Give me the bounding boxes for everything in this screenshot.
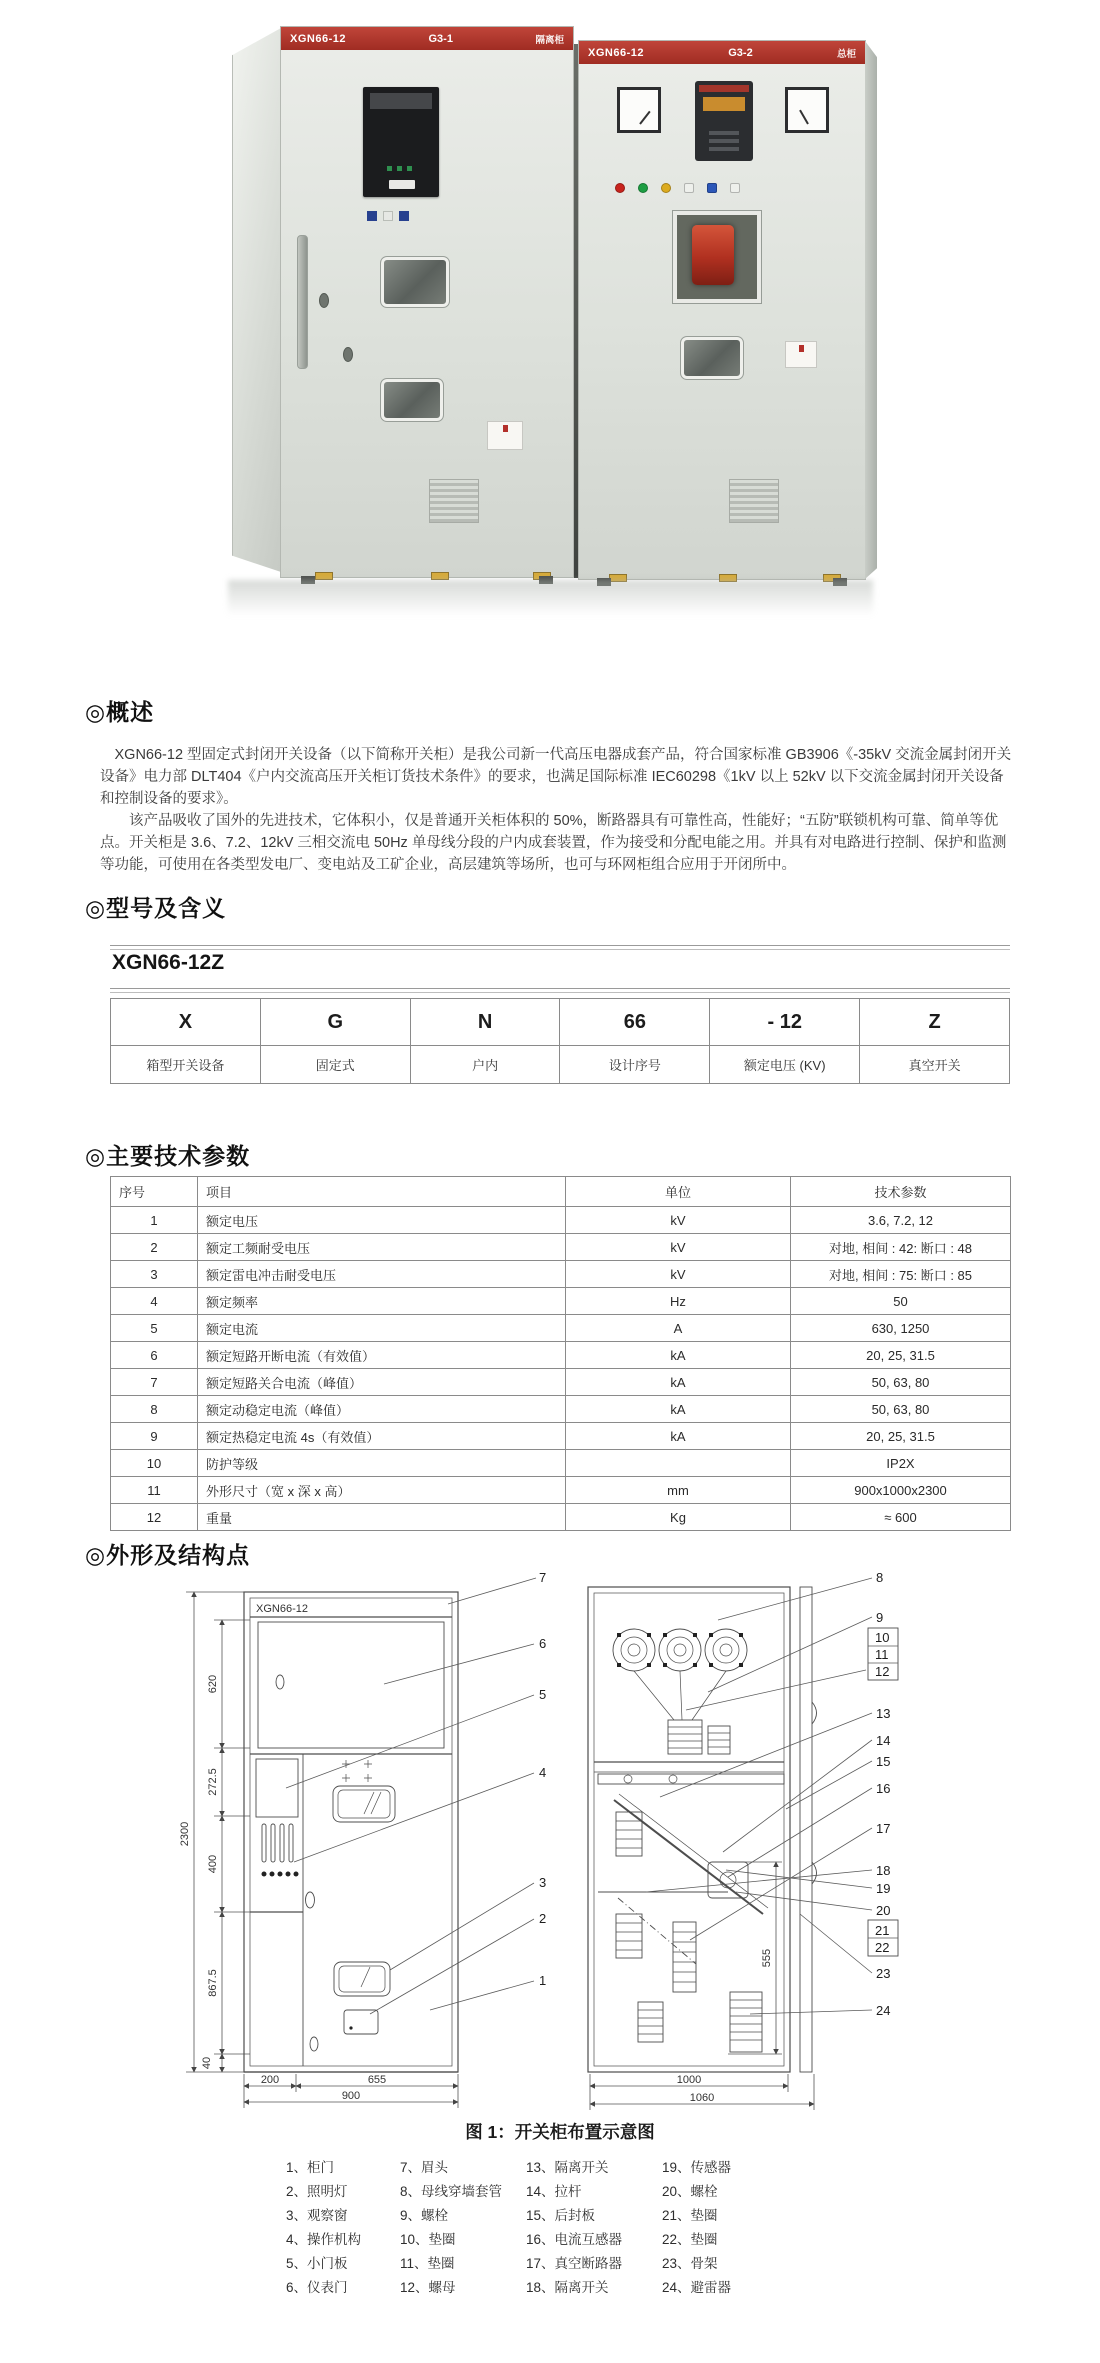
callout-14: 14: [876, 1733, 891, 1748]
param-item: 额定电压: [198, 1207, 566, 1234]
floor-reflection: [228, 580, 873, 616]
legend-item: 22、垫圈: [662, 2232, 718, 2247]
controller-keys: [709, 129, 739, 151]
callout-22: 22: [875, 1940, 890, 1955]
legend-item: 23、骨架: [662, 2256, 718, 2271]
param-row: [111, 1396, 1011, 1423]
params-header-row: [111, 1177, 1011, 1207]
dim-label-655: 655: [367, 2074, 387, 2086]
cabinet-left-nameplate: [281, 27, 573, 50]
dim-label-900: 900: [341, 2090, 361, 2102]
dim-label-1060: 1060: [689, 2092, 715, 2104]
section-heading-overview: ◎概述: [85, 699, 155, 725]
callout-4: 4: [539, 1765, 547, 1780]
param-item: 重量: [198, 1504, 566, 1531]
callout-7: 7: [539, 1570, 547, 1585]
dim-label-total-height: 2300: [179, 1821, 191, 1847]
param-value: ≈ 600: [791, 1504, 1011, 1531]
cabinet-left-type-label: 隔离柜: [535, 34, 564, 46]
legend-item: 9、螺栓: [400, 2208, 449, 2223]
model-code-row: [111, 999, 1010, 1046]
param-item: 外形尺寸（宽 x 深 x 高）: [198, 1477, 566, 1504]
callout-5: 5: [539, 1687, 547, 1702]
model-code-cell: Z: [860, 999, 1010, 1046]
cabinet-right-model-label: XGN66-12: [588, 46, 644, 59]
rule: [110, 988, 1010, 993]
indicator-blue: [399, 211, 409, 221]
param-value: 对地, 相间 : 75: 断口 : 85: [791, 1261, 1011, 1288]
cabinet-right-type-label: 总柜: [836, 48, 856, 60]
param-index: 8: [111, 1396, 198, 1423]
legend-item: 4、操作机构: [286, 2232, 362, 2247]
hinge: [315, 572, 333, 580]
label-plate: [487, 421, 523, 450]
keyhole: [319, 293, 329, 308]
legend-item: 7、眉头: [400, 2160, 449, 2175]
legend-item: 10、垫圈: [400, 2232, 456, 2247]
digital-controller: [695, 81, 753, 161]
callout-1: 1: [539, 1973, 547, 1988]
legend-item: 24、避雷器: [662, 2280, 732, 2295]
dim-label-1000: 1000: [676, 2074, 702, 2086]
observation-window-upper: [381, 257, 449, 307]
dim-label-867-5: 867.5: [207, 1969, 219, 1997]
param-unit: kV: [566, 1207, 791, 1234]
param-index: 2: [111, 1234, 198, 1261]
callout-9: 9: [876, 1610, 884, 1625]
param-unit: [566, 1450, 791, 1477]
legend-item: 13、隔离开关: [526, 2160, 609, 2175]
callout-21: 21: [875, 1923, 890, 1938]
indicator-lamps: [615, 181, 825, 195]
param-row: [111, 1207, 1011, 1234]
relay-display-panel: [363, 87, 439, 197]
relay-indicator-leds: [387, 166, 417, 171]
model-code-cell: X: [111, 999, 261, 1046]
legend-item: 20、螺栓: [662, 2184, 718, 2199]
param-unit: kA: [566, 1369, 791, 1396]
col-header-index: 序号: [111, 1177, 198, 1207]
section-heading-params: ◎主要技术参数: [85, 1143, 251, 1169]
param-item: 额定短路关合电流（峰值）: [198, 1369, 566, 1396]
param-item: 额定动稳定电流（峰值）: [198, 1396, 566, 1423]
param-row: [111, 1504, 1011, 1531]
param-index: 7: [111, 1369, 198, 1396]
param-value: 对地, 相间 : 42: 断口 : 48: [791, 1234, 1011, 1261]
col-header-item: 项目: [198, 1177, 566, 1207]
overview-text: [100, 744, 1018, 876]
param-item: 额定短路开断电流（有效值）: [198, 1342, 566, 1369]
param-unit: kV: [566, 1234, 791, 1261]
param-unit: Kg: [566, 1504, 791, 1531]
controller-header: [699, 85, 749, 92]
dim-label-200: 200: [260, 2074, 280, 2086]
col-header-unit: 单位: [566, 1177, 791, 1207]
overview-paragraph-1: XGN66-12 型固定式封闭开关设备（以下简称开关柜）是我公司新一代高压电器成套产品，符合国家标准 GB3906《-35kV 交流金属封闭开关设备》电力部 DLT404《户内交流高压开关柜订货技术条件》的要求，也满足国际标准 IEC60298《1kV 以上 52kV 以下交流金属封闭开关设备和控制设备的要求》。: [100, 747, 1012, 807]
param-row: [111, 1315, 1011, 1342]
legend-item: 5、小门板: [286, 2256, 348, 2271]
callout-20: 20: [876, 1903, 891, 1918]
model-code-cell: - 12: [710, 999, 860, 1046]
model-meaning-row: [111, 1046, 1010, 1084]
lamp-red: [615, 183, 625, 193]
observation-window-lower: [381, 379, 443, 421]
cabinet-left: [232, 22, 574, 578]
model-meaning-cell: 户内: [410, 1046, 560, 1084]
dim-label-400: 400: [207, 1854, 219, 1874]
param-value: 20, 25, 31.5: [791, 1342, 1011, 1369]
observation-window-lower: [681, 337, 743, 379]
param-value: 50, 63, 80: [791, 1396, 1011, 1423]
param-value: 20, 25, 31.5: [791, 1423, 1011, 1450]
col-header-value: 技术参数: [791, 1177, 1011, 1207]
dim-label-40: 40: [201, 2056, 213, 2070]
param-index: 3: [111, 1261, 198, 1288]
overview-paragraph-2: 该产品吸收了国外的先进技术，它体积小，仅是普通开关柜体积的 50%，断路器具有可靠性高，性能好；“五防”联锁机构可靠、简单等优点。开关柜是 3.6、7.2、12kV 三相交流电 50Hz 单母线分段的户内成套装置，作为接受和分配电能之用。并具有对电路进行控制、保护和监测等功能，可使用在各类型发电厂、变电站及工矿企业，高层建筑等场所，也可与环网柜组合应用于开闭所中。: [100, 813, 1007, 873]
diagram-model-label: XGN66-12: [256, 1603, 308, 1615]
param-row: [111, 1450, 1011, 1477]
param-index: 12: [111, 1504, 198, 1531]
param-unit: A: [566, 1315, 791, 1342]
callout-3: 3: [539, 1875, 547, 1890]
dim-label-555: 555: [761, 1948, 773, 1968]
label-plate-mark: [799, 345, 804, 352]
figure-legend: [286, 2156, 776, 2300]
param-unit: Hz: [566, 1288, 791, 1315]
param-item: 额定热稳定电流 4s（有效值）: [198, 1423, 566, 1450]
callout-18: 18: [876, 1863, 891, 1878]
callout-12: 12: [875, 1664, 890, 1679]
cabinet-left-code-label: G3-1: [428, 32, 453, 45]
indicator-white: [383, 211, 393, 221]
param-item: 防护等级: [198, 1450, 566, 1477]
legend-item: 11、垫圈: [400, 2256, 455, 2271]
cabinet-right-code-label: G3-2: [728, 46, 753, 59]
param-value: IP2X: [791, 1450, 1011, 1477]
param-row: [111, 1477, 1011, 1504]
lamp-white: [684, 183, 694, 193]
model-meaning-cell: 箱型开关设备: [111, 1046, 261, 1084]
dim-label-620: 620: [207, 1674, 219, 1694]
model-meaning-cell: 真空开关: [860, 1046, 1010, 1084]
param-unit: kA: [566, 1396, 791, 1423]
param-value: 50, 63, 80: [791, 1369, 1011, 1396]
section-heading-structure: ◎外形及结构点: [85, 1542, 251, 1568]
legend-item: 14、拉杆: [526, 2184, 582, 2199]
callout-23: 23: [876, 1966, 891, 1981]
param-value: 50: [791, 1288, 1011, 1315]
legend-item: 17、真空断路器: [526, 2256, 623, 2271]
rule: [110, 945, 1010, 950]
legend-item: 16、电流互感器: [526, 2232, 623, 2247]
front-view-diagram: [138, 1562, 570, 2124]
param-row: [111, 1261, 1011, 1288]
controller-screen: [703, 97, 745, 111]
legend-item: 3、观察窗: [286, 2208, 348, 2223]
meter-needle: [799, 110, 809, 125]
param-item: 额定频率: [198, 1288, 566, 1315]
lamp-white: [730, 183, 740, 193]
legend-item: 1、柜门: [286, 2160, 335, 2175]
param-unit: kA: [566, 1342, 791, 1369]
model-meaning-cell: 固定式: [260, 1046, 410, 1084]
param-row: [111, 1342, 1011, 1369]
param-index: 10: [111, 1450, 198, 1477]
cabinet-left-model-label: XGN66-12: [290, 32, 346, 45]
legend-item: 19、传感器: [662, 2160, 732, 2175]
param-index: 5: [111, 1315, 198, 1342]
indicator-blue: [367, 211, 377, 221]
model-designation: XGN66-12Z: [112, 951, 225, 974]
param-unit: kV: [566, 1261, 791, 1288]
legend-item: 18、隔离开关: [526, 2280, 609, 2295]
section-view-diagram: [578, 1562, 978, 2124]
breaker-pole: [692, 225, 734, 285]
lamp-yellow: [661, 183, 671, 193]
meter-needle: [639, 111, 650, 125]
callout-2: 2: [539, 1911, 547, 1926]
legend-item: 12、螺母: [400, 2280, 456, 2295]
lamp-blue: [707, 183, 717, 193]
hinge: [431, 572, 449, 580]
label-plate-mark: [503, 425, 508, 432]
callout-16: 16: [876, 1781, 891, 1796]
param-item: 额定雷电冲击耐受电压: [198, 1261, 566, 1288]
legend-item: 21、垫圈: [662, 2208, 718, 2223]
lamp-green: [638, 183, 648, 193]
keyhole: [343, 347, 353, 362]
model-code-table: [110, 998, 1010, 1084]
param-item: 额定电流: [198, 1315, 566, 1342]
callout-19: 19: [876, 1881, 891, 1896]
product-photo: [218, 10, 883, 616]
callout-10: 10: [875, 1630, 890, 1645]
model-code-cell: N: [410, 999, 560, 1046]
param-unit: kA: [566, 1423, 791, 1450]
cabinet-right-nameplate: [579, 41, 865, 64]
param-row: [111, 1369, 1011, 1396]
dim-label-272-5: 272.5: [207, 1768, 219, 1796]
callout-15: 15: [876, 1754, 891, 1769]
param-index: 6: [111, 1342, 198, 1369]
door-handle: [297, 235, 308, 369]
param-value: 900x1000x2300: [791, 1477, 1011, 1504]
figure-caption: 图 1：开关柜布置示意图: [465, 2122, 655, 2142]
relay-display-screen: [370, 93, 432, 109]
param-row: [111, 1234, 1011, 1261]
cabinet-right-side-panel: [865, 41, 877, 579]
cabinet-right-front: [578, 40, 866, 580]
model-meaning-cell: 设计序号: [560, 1046, 710, 1084]
callout-8: 8: [876, 1570, 884, 1585]
label-plate: [785, 341, 817, 368]
ventilation-grille: [729, 479, 779, 523]
relay-display-slot: [389, 180, 415, 189]
param-index: 11: [111, 1477, 198, 1504]
callout-11: 11: [875, 1647, 889, 1662]
legend-item: 8、母线穿墙套管: [400, 2184, 503, 2199]
param-index: 9: [111, 1423, 198, 1450]
param-index: 1: [111, 1207, 198, 1234]
ventilation-grille: [429, 479, 479, 523]
callout-6: 6: [539, 1636, 547, 1651]
model-code-cell: G: [260, 999, 410, 1046]
callout-24: 24: [876, 2003, 891, 2018]
legend-item: 6、仪表门: [286, 2280, 348, 2295]
param-value: 3.6, 7.2, 12: [791, 1207, 1011, 1234]
cabinet-left-front: [280, 26, 574, 578]
param-unit: mm: [566, 1477, 791, 1504]
param-row: [111, 1288, 1011, 1315]
analog-meter-left: [617, 87, 661, 133]
model-code-cell: 66: [560, 999, 710, 1046]
param-item: 额定工频耐受电压: [198, 1234, 566, 1261]
callout-17: 17: [876, 1821, 891, 1836]
param-value: 630, 1250: [791, 1315, 1011, 1342]
legend-item: 2、照明灯: [286, 2184, 348, 2199]
indicator-row: [367, 211, 439, 223]
legend-item: 15、后封板: [526, 2208, 596, 2223]
param-row: [111, 1423, 1011, 1450]
section-heading-model: ◎型号及含义: [85, 895, 227, 921]
model-meaning-cell: 额定电压 (KV): [710, 1046, 860, 1084]
cabinet-left-side-panel: [232, 28, 281, 572]
cabinet-right: [578, 40, 876, 580]
callout-13: 13: [876, 1706, 891, 1721]
technical-params-table: [110, 1176, 1011, 1531]
analog-meter-right: [785, 87, 829, 133]
param-index: 4: [111, 1288, 198, 1315]
breaker-window: [673, 211, 761, 303]
